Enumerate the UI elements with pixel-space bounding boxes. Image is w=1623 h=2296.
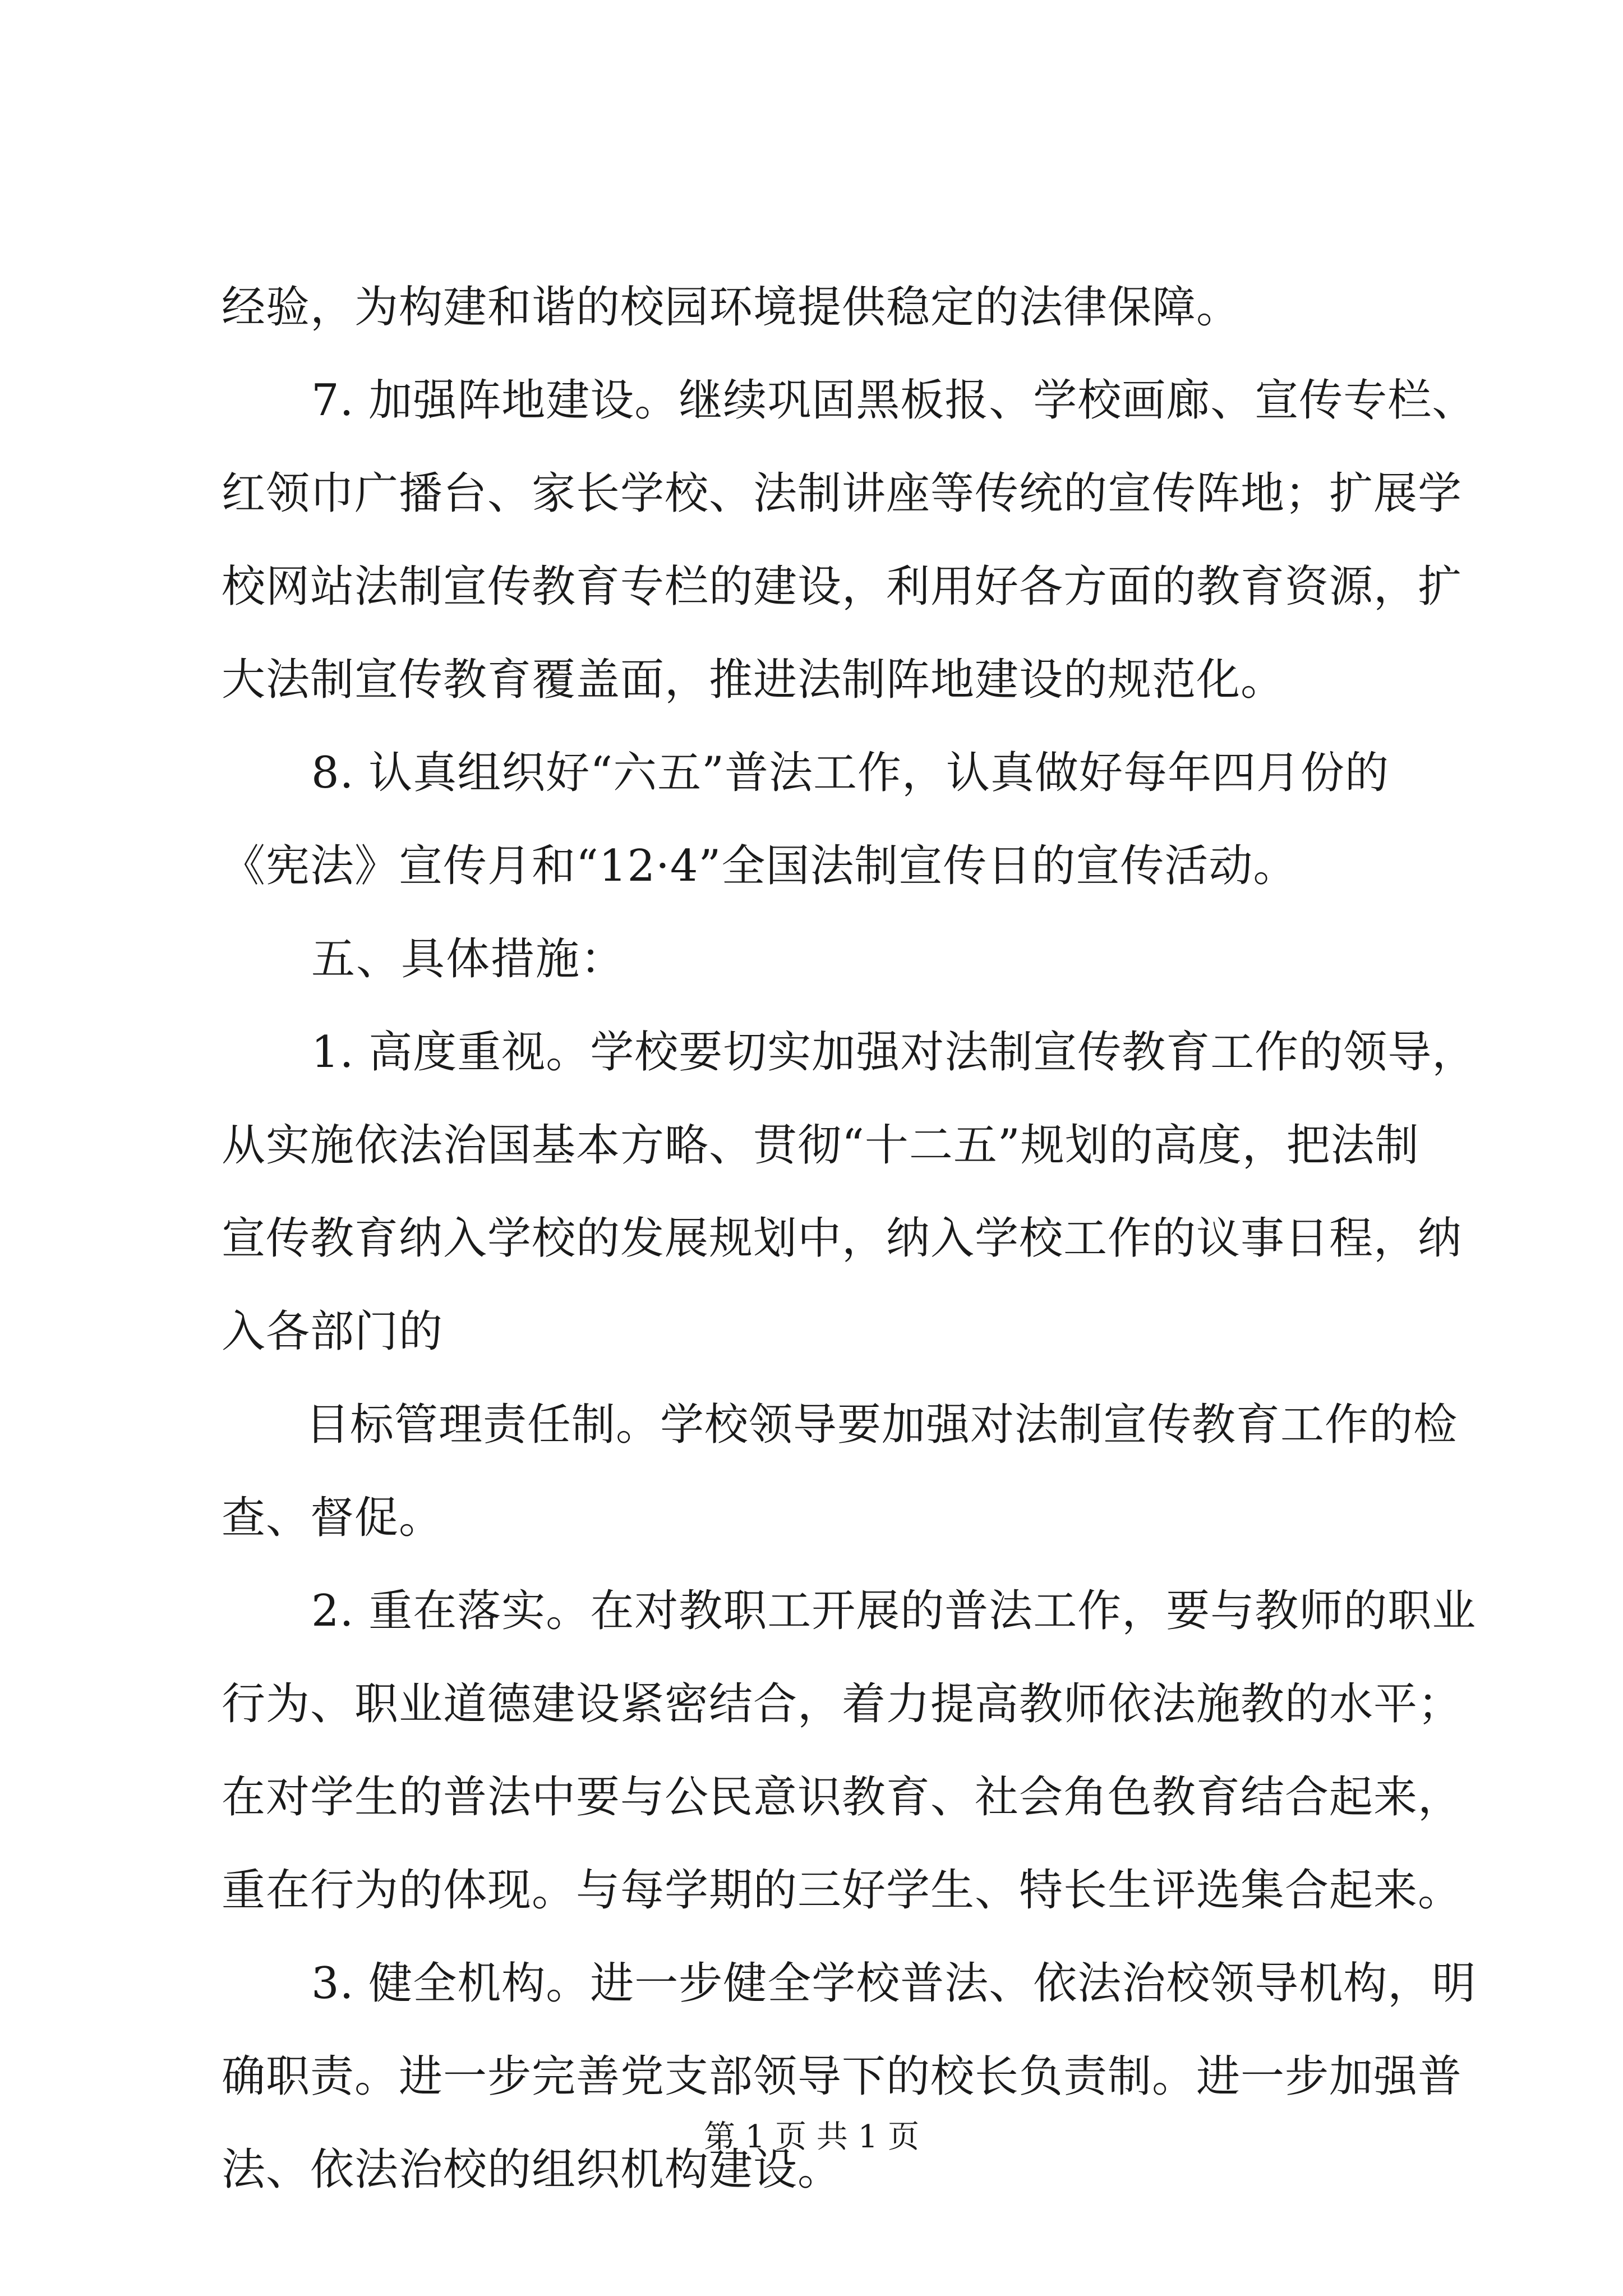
- page-footer: [0, 2115, 1623, 2160]
- document-body: [222, 261, 1477, 2216]
- text-line: 行为、职业道德建设紧密结合，着力提高教师依法施教的水平；: [222, 1679, 1463, 1729]
- text-line: 3. 健全机构。进一步健全学校普法、依法治校领导机构，明: [311, 1958, 1477, 2009]
- text-line: 入各部门的: [222, 1306, 444, 1357]
- text-line: 经验，为构建和谐的校园环境提供稳定的法律保障。: [222, 282, 1241, 333]
- text-line: 重在行为的体现。与每学期的三好学生、特长生评选集合起来。: [222, 1865, 1463, 1916]
- text-line: 从实施依法治国基本方略、贯彻“十二五”规划的高度，把法制: [222, 1120, 1419, 1171]
- text-line: 红领巾广播台、家长学校、法制讲座等传统的宣传阵地；扩展学: [222, 468, 1463, 519]
- text-line: 《宪法》宣传月和“12·4”全国法制宣传日的宣传活动。: [222, 841, 1298, 891]
- text-line: 7. 加强阵地建设。继续巩固黑板报、学校画廊、宣传专栏、: [311, 375, 1477, 426]
- text-line: 2. 重在落实。在对教职工开展的普法工作，要与教师的职业: [311, 1586, 1477, 1636]
- text-line: 1. 高度重视。学校要切实加强对法制宣传教育工作的领导，: [311, 1027, 1477, 1078]
- text-line: 校网站法制宣传教育专栏的建设，利用好各方面的教育资源，扩: [222, 562, 1463, 612]
- page-number-label: 第 1 页 共 1 页: [703, 2119, 920, 2155]
- text-line: 确职责。进一步完善党支部领导下的校长负责制。进一步加强普: [222, 2051, 1463, 2102]
- text-line: 查、督促。: [222, 1493, 444, 1543]
- text-line: 法、依法治校的组织机构建设。: [222, 2145, 842, 2195]
- text-line: 宣传教育纳入学校的发展规划中，纳入学校工作的议事日程，纳: [222, 1213, 1463, 1264]
- text-line: 8. 认真组织好“六五”普法工作，认真做好每年四月份的: [311, 748, 1389, 798]
- text-line: 在对学生的普法中要与公民意识教育、社会角色教育结合起来，: [222, 1772, 1463, 1823]
- text-line: 目标管理责任制。学校领导要加强对法制宣传教育工作的检: [306, 1400, 1458, 1450]
- text-line: 大法制宣传教育覆盖面，推进法制阵地建设的规范化。: [222, 655, 1285, 705]
- section-heading: 五、具体措施：: [311, 934, 626, 984]
